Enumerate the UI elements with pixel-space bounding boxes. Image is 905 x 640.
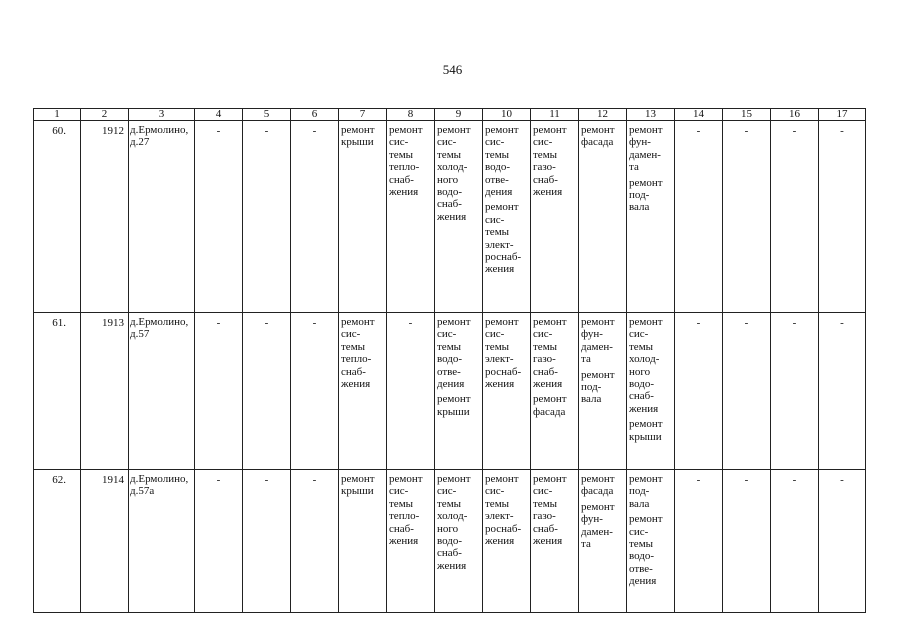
empty-cell: - bbox=[243, 470, 291, 613]
work-cell-col10 bbox=[483, 121, 531, 313]
work-item: ремонт фун- дамен- та bbox=[629, 124, 663, 174]
address-cell bbox=[129, 121, 195, 313]
row-number: 62. bbox=[34, 470, 81, 613]
column-header: 9 bbox=[435, 109, 483, 121]
column-header: 13 bbox=[627, 109, 675, 121]
empty-cell: - bbox=[771, 121, 819, 313]
work-cell-col7 bbox=[339, 313, 387, 470]
column-header: 17 bbox=[819, 109, 866, 121]
work-item: ремонт фасада bbox=[533, 393, 567, 418]
work-item: ремонт сис- темы водо- отве- дения bbox=[437, 316, 471, 391]
column-header: 4 bbox=[195, 109, 243, 121]
address: д.Ермолино, д.57а bbox=[130, 473, 189, 498]
work-cell-col10 bbox=[483, 470, 531, 613]
work-item: ремонт крыши bbox=[629, 418, 663, 443]
work-cell-col11 bbox=[531, 313, 579, 470]
work-item: ремонт фасада bbox=[581, 124, 615, 149]
work-item: ремонт сис- темы водо- отве- дения bbox=[629, 513, 663, 588]
work-item: ремонт сис- темы газо- снаб- жения bbox=[533, 473, 567, 548]
work-item: ремонт крыши bbox=[437, 393, 471, 418]
work-cell-col12 bbox=[579, 121, 627, 313]
page-number: 546 bbox=[442, 62, 463, 77]
table-row bbox=[34, 470, 866, 613]
empty-cell: - bbox=[195, 121, 243, 313]
work-cell-col11 bbox=[531, 121, 579, 313]
empty-cell: - bbox=[243, 313, 291, 470]
building-code: 1913 bbox=[81, 313, 129, 470]
empty-cell: - bbox=[195, 313, 243, 470]
work-item: ремонт под- вала bbox=[629, 176, 663, 214]
work-item: ремонт фун- дамен- та bbox=[581, 316, 615, 366]
work-cell-col8 bbox=[387, 121, 435, 313]
empty-cell: - bbox=[291, 313, 339, 470]
table-row bbox=[34, 313, 866, 470]
empty-cell: - bbox=[819, 470, 866, 613]
column-header: 1 bbox=[34, 109, 81, 121]
repair-schedule-table bbox=[33, 108, 866, 613]
empty-cell: - bbox=[675, 470, 723, 613]
column-header: 12 bbox=[579, 109, 627, 121]
work-item: ремонт фасада bbox=[581, 473, 615, 498]
column-header: 15 bbox=[723, 109, 771, 121]
column-header: 8 bbox=[387, 109, 435, 121]
work-cell-col9 bbox=[435, 313, 483, 470]
work-item: ремонт сис- темы холод- ного водо- снаб- жения bbox=[437, 124, 471, 223]
column-header: 14 bbox=[675, 109, 723, 121]
column-header: 16 bbox=[771, 109, 819, 121]
empty-cell: - bbox=[819, 121, 866, 313]
work-item: ремонт сис- темы тепло- снаб- жения bbox=[341, 316, 375, 391]
work-cell-col8 bbox=[387, 313, 435, 470]
empty-cell: - bbox=[723, 121, 771, 313]
empty-cell: - bbox=[675, 121, 723, 313]
address-cell bbox=[129, 470, 195, 613]
work-cell-col7 bbox=[339, 121, 387, 313]
work-item: ремонт крыши bbox=[341, 473, 375, 498]
work-item: ремонт сис- темы холод- ного водо- снаб- жения bbox=[437, 473, 471, 572]
work-cell-col12 bbox=[579, 313, 627, 470]
empty-cell: - bbox=[675, 313, 723, 470]
work-item: ремонт фун- дамен- та bbox=[581, 500, 615, 551]
work-item: - bbox=[408, 317, 413, 329]
work-item: ремонт сис- темы холод- ного водо- снаб- жения bbox=[629, 316, 663, 415]
work-cell-col7 bbox=[339, 470, 387, 613]
work-cell-col13 bbox=[627, 470, 675, 613]
work-item: ремонт сис- темы газо- снаб- жения bbox=[533, 124, 567, 199]
empty-cell: - bbox=[195, 470, 243, 613]
building-code: 1914 bbox=[81, 470, 129, 613]
work-cell-col10 bbox=[483, 313, 531, 470]
empty-cell: - bbox=[771, 313, 819, 470]
empty-cell: - bbox=[723, 470, 771, 613]
work-item: ремонт сис- темы тепло- снаб- жения bbox=[389, 473, 423, 548]
empty-cell: - bbox=[723, 313, 771, 470]
work-cell-col13 bbox=[627, 121, 675, 313]
building-code: 1912 bbox=[81, 121, 129, 313]
work-cell-col13 bbox=[627, 313, 675, 470]
column-number-header-row bbox=[34, 109, 866, 121]
work-item: ремонт под- вала bbox=[581, 368, 615, 406]
work-item: ремонт крыши bbox=[341, 124, 375, 149]
address-cell bbox=[129, 313, 195, 470]
empty-cell: - bbox=[291, 121, 339, 313]
empty-cell: - bbox=[819, 313, 866, 470]
work-item: ремонт сис- темы водо- отве- дения bbox=[485, 124, 519, 199]
column-header: 3 bbox=[129, 109, 195, 121]
work-cell-col8 bbox=[387, 470, 435, 613]
empty-cell: - bbox=[243, 121, 291, 313]
row-number: 61. bbox=[34, 313, 81, 470]
work-item: ремонт сис- темы газо- снаб- жения bbox=[533, 316, 567, 391]
row-number: 60. bbox=[34, 121, 81, 313]
work-item: ремонт сис- темы элект- роснаб- жения bbox=[485, 316, 522, 391]
address: д.Ермолино, д.57 bbox=[130, 316, 189, 341]
work-item: ремонт сис- темы элект- роснаб- жения bbox=[485, 201, 522, 276]
column-header: 10 bbox=[483, 109, 531, 121]
empty-cell: - bbox=[771, 470, 819, 613]
column-header: 5 bbox=[243, 109, 291, 121]
work-item: ремонт под- вала bbox=[629, 473, 663, 510]
work-cell-col9 bbox=[435, 470, 483, 613]
column-header: 2 bbox=[81, 109, 129, 121]
address: д.Ермолино, д.27 bbox=[130, 124, 189, 149]
work-cell-col9 bbox=[435, 121, 483, 313]
column-header: 11 bbox=[531, 109, 579, 121]
column-header: 6 bbox=[291, 109, 339, 121]
empty-cell: - bbox=[291, 470, 339, 613]
work-item: ремонт сис- темы элект- роснаб- жения bbox=[485, 473, 522, 548]
work-cell-col11 bbox=[531, 470, 579, 613]
work-cell-col12 bbox=[579, 470, 627, 613]
column-header: 7 bbox=[339, 109, 387, 121]
table-row bbox=[34, 121, 866, 313]
work-item: ремонт сис- темы тепло- снаб- жения bbox=[389, 124, 423, 199]
